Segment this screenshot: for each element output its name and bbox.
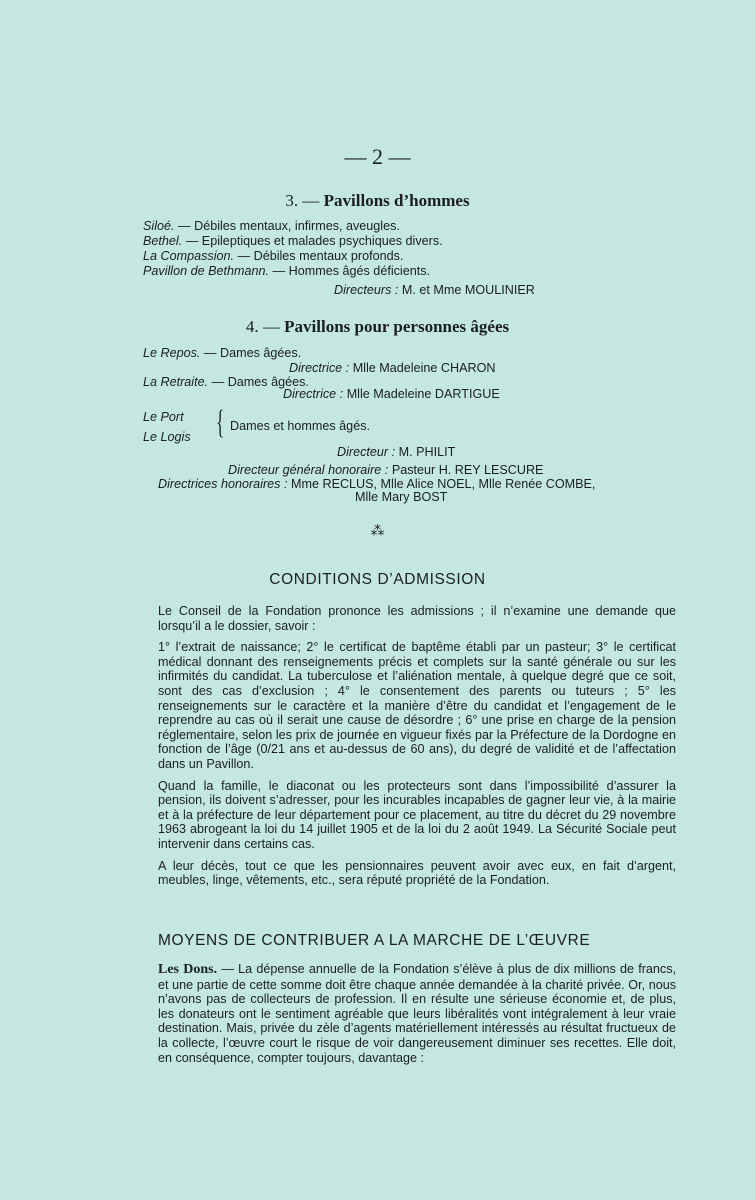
honorary-value: Mme RECLUS, Mlle Alice NOEL, Mlle Renée COMBE, — [290, 477, 596, 491]
director-value: Mlle Madeleine CHARON — [352, 361, 496, 375]
pavilion-desc: — Hommes âgés déficients. — [272, 264, 431, 278]
director-value: M. PHILIT — [398, 445, 456, 459]
pavilion-port: Le Port — [143, 410, 184, 424]
contribute-heading: MOYENS DE CONTRIBUER A LA MARCHE DE L’ŒUVRE — [158, 932, 591, 949]
honorary-directors-cont: Mlle Mary BOST — [355, 490, 448, 504]
port-logis-director — [337, 445, 455, 459]
admission-heading: CONDITIONS D’ADMISSION — [269, 571, 486, 588]
pavilion-repos — [143, 346, 301, 360]
section-3-heading — [0, 191, 755, 211]
section-4-title: Pavillons pour personnes âgées — [284, 317, 510, 336]
honorary-general-director — [228, 463, 543, 477]
section-4-number: 4. — — [245, 317, 280, 336]
pavilion-name: Bethel. — [143, 234, 183, 248]
section-3-title: Pavillons d’hommes — [323, 191, 470, 210]
pavilion-name: Le Repos. — [143, 346, 201, 360]
honorary-label: Directrices honoraires : — [158, 477, 288, 491]
honorary-label: Directeur général honoraire : — [228, 463, 389, 477]
admission-paragraph: Le Conseil de la Fondation prononce les admissions ; il n’examine une demande que lorsqu’il a le dossier, savoir : — [158, 604, 676, 633]
pavilion-desc: — Dames âgées. — [211, 375, 309, 389]
pavilion-name: La Retraite. — [143, 375, 209, 389]
retraite-director — [283, 387, 500, 401]
page-number: — 2 — — [344, 144, 411, 169]
pavilion-bethel — [143, 234, 443, 248]
contribute-text — [158, 962, 676, 1072]
directors-value: M. et Mme MOULINIER — [401, 283, 535, 297]
pavilion-desc: — Dames âgées. — [203, 346, 302, 360]
directors-label: Directeurs : — [334, 283, 399, 297]
section-3-directors — [334, 283, 535, 297]
pavilion-siloe — [143, 219, 400, 233]
admission-text — [158, 604, 676, 895]
pavilion-desc: — Débiles mentaux, infirmes, aveugles. — [178, 219, 400, 233]
dons-label: Les Dons. — [158, 962, 218, 977]
port-logis-desc: Dames et hommes âgés. — [230, 419, 370, 433]
pavilion-desc: — Epileptiques et malades psychiques divers. — [185, 234, 443, 248]
pavilion-name: La Compassion. — [143, 249, 235, 263]
dons-text: — La dépense annuelle de la Fondation s’élève à plus de dix millions de francs, et une partie de cette somme doit être chaque année demandée à la charité privée. Or, nous n’avons pas de collecteurs de profession. Il en résulte une sérieuse économie et, de plus, les donateurs ont le sentiment agréable que leurs libéralités vont intégralement à leur vraie destination. Mais, privée du zèle d’agents matériellement intéressés au résultat fructueux de la collecte, l’œuvre court le risque de voir dangereusement diminuer ses recettes. Elle doit, en conséquence, compter toujours, davantage : — [158, 962, 677, 1065]
admission-paragraph: A leur décès, tout ce que les pensionnaires peuvent avoir avec eux, en fait d’argent, meubles, linge, vêtements, etc., sera réputé propriété de la Fondation. — [158, 858, 676, 888]
pavilion-desc: — Débiles mentaux profonds. — [237, 249, 404, 263]
section-3-number: 3. — — [285, 191, 320, 210]
section-4-heading — [0, 317, 755, 337]
admission-paragraph: Quand la famille, le diaconat ou les protecteurs sont dans l’impossibilité d’assurer la pension, ils doivent s’adresser, pour les incurables incapables de gagner leur vie, à la mairie et à la préfecture de leur département pour ce placement, au titre du décret du 29 novembre 1963 abrogeant la loi du 14 juillet 1905 et de la loi du 2 août 1949. La Sécurité Sociale peut intervenir dans certains cas. — [158, 778, 676, 851]
honorary-value: Pasteur H. REY LESCURE — [391, 463, 544, 477]
pavilion-name: Pavillon de Bethmann. — [143, 264, 270, 278]
pavilion-bethmann — [143, 264, 430, 278]
brace-glyph: { — [216, 404, 225, 441]
repos-director — [289, 361, 495, 375]
pavilion-name: Siloé. — [143, 219, 175, 233]
director-value: Mlle Madeleine DARTIGUE — [346, 387, 500, 401]
pavilion-logis: Le Logis — [143, 430, 191, 444]
pavilion-compassion — [143, 249, 403, 263]
director-label: Directrice : — [283, 387, 344, 401]
asterism-separator: ⁂ — [370, 522, 385, 538]
honorary-directors — [158, 477, 595, 491]
director-label: Directrice : — [289, 361, 350, 375]
director-label: Directeur : — [337, 445, 396, 459]
admission-paragraph: 1° l’extrait de naissance; 2° le certificat de baptême établi par un pasteur; 3° le certificat médical donnant des renseignements précis et complets sur la santé générale ou sur les infirmités du candidat. La tuberculose et l’aliénation mentale, à quelque degré que ce soit, sont des cas d’exclusion ; 4° le consentement des parents ou tuteurs ; 5° les renseignements sur le caractère et la manière d’être du candidat et l’engagement de le reprendre au cas où il serait une cause de désordre ; 6° une prise en charge de la pension réglementaire, selon les prix de journée en vigueur fixés par la Préfecture de la Dordogne en fonction de l’âge (0/21 ans et au-dessus de 60 ans), du degré de validité et de l’affectation dans un Pavillon. — [158, 640, 676, 771]
dons-paragraph — [158, 962, 676, 1065]
